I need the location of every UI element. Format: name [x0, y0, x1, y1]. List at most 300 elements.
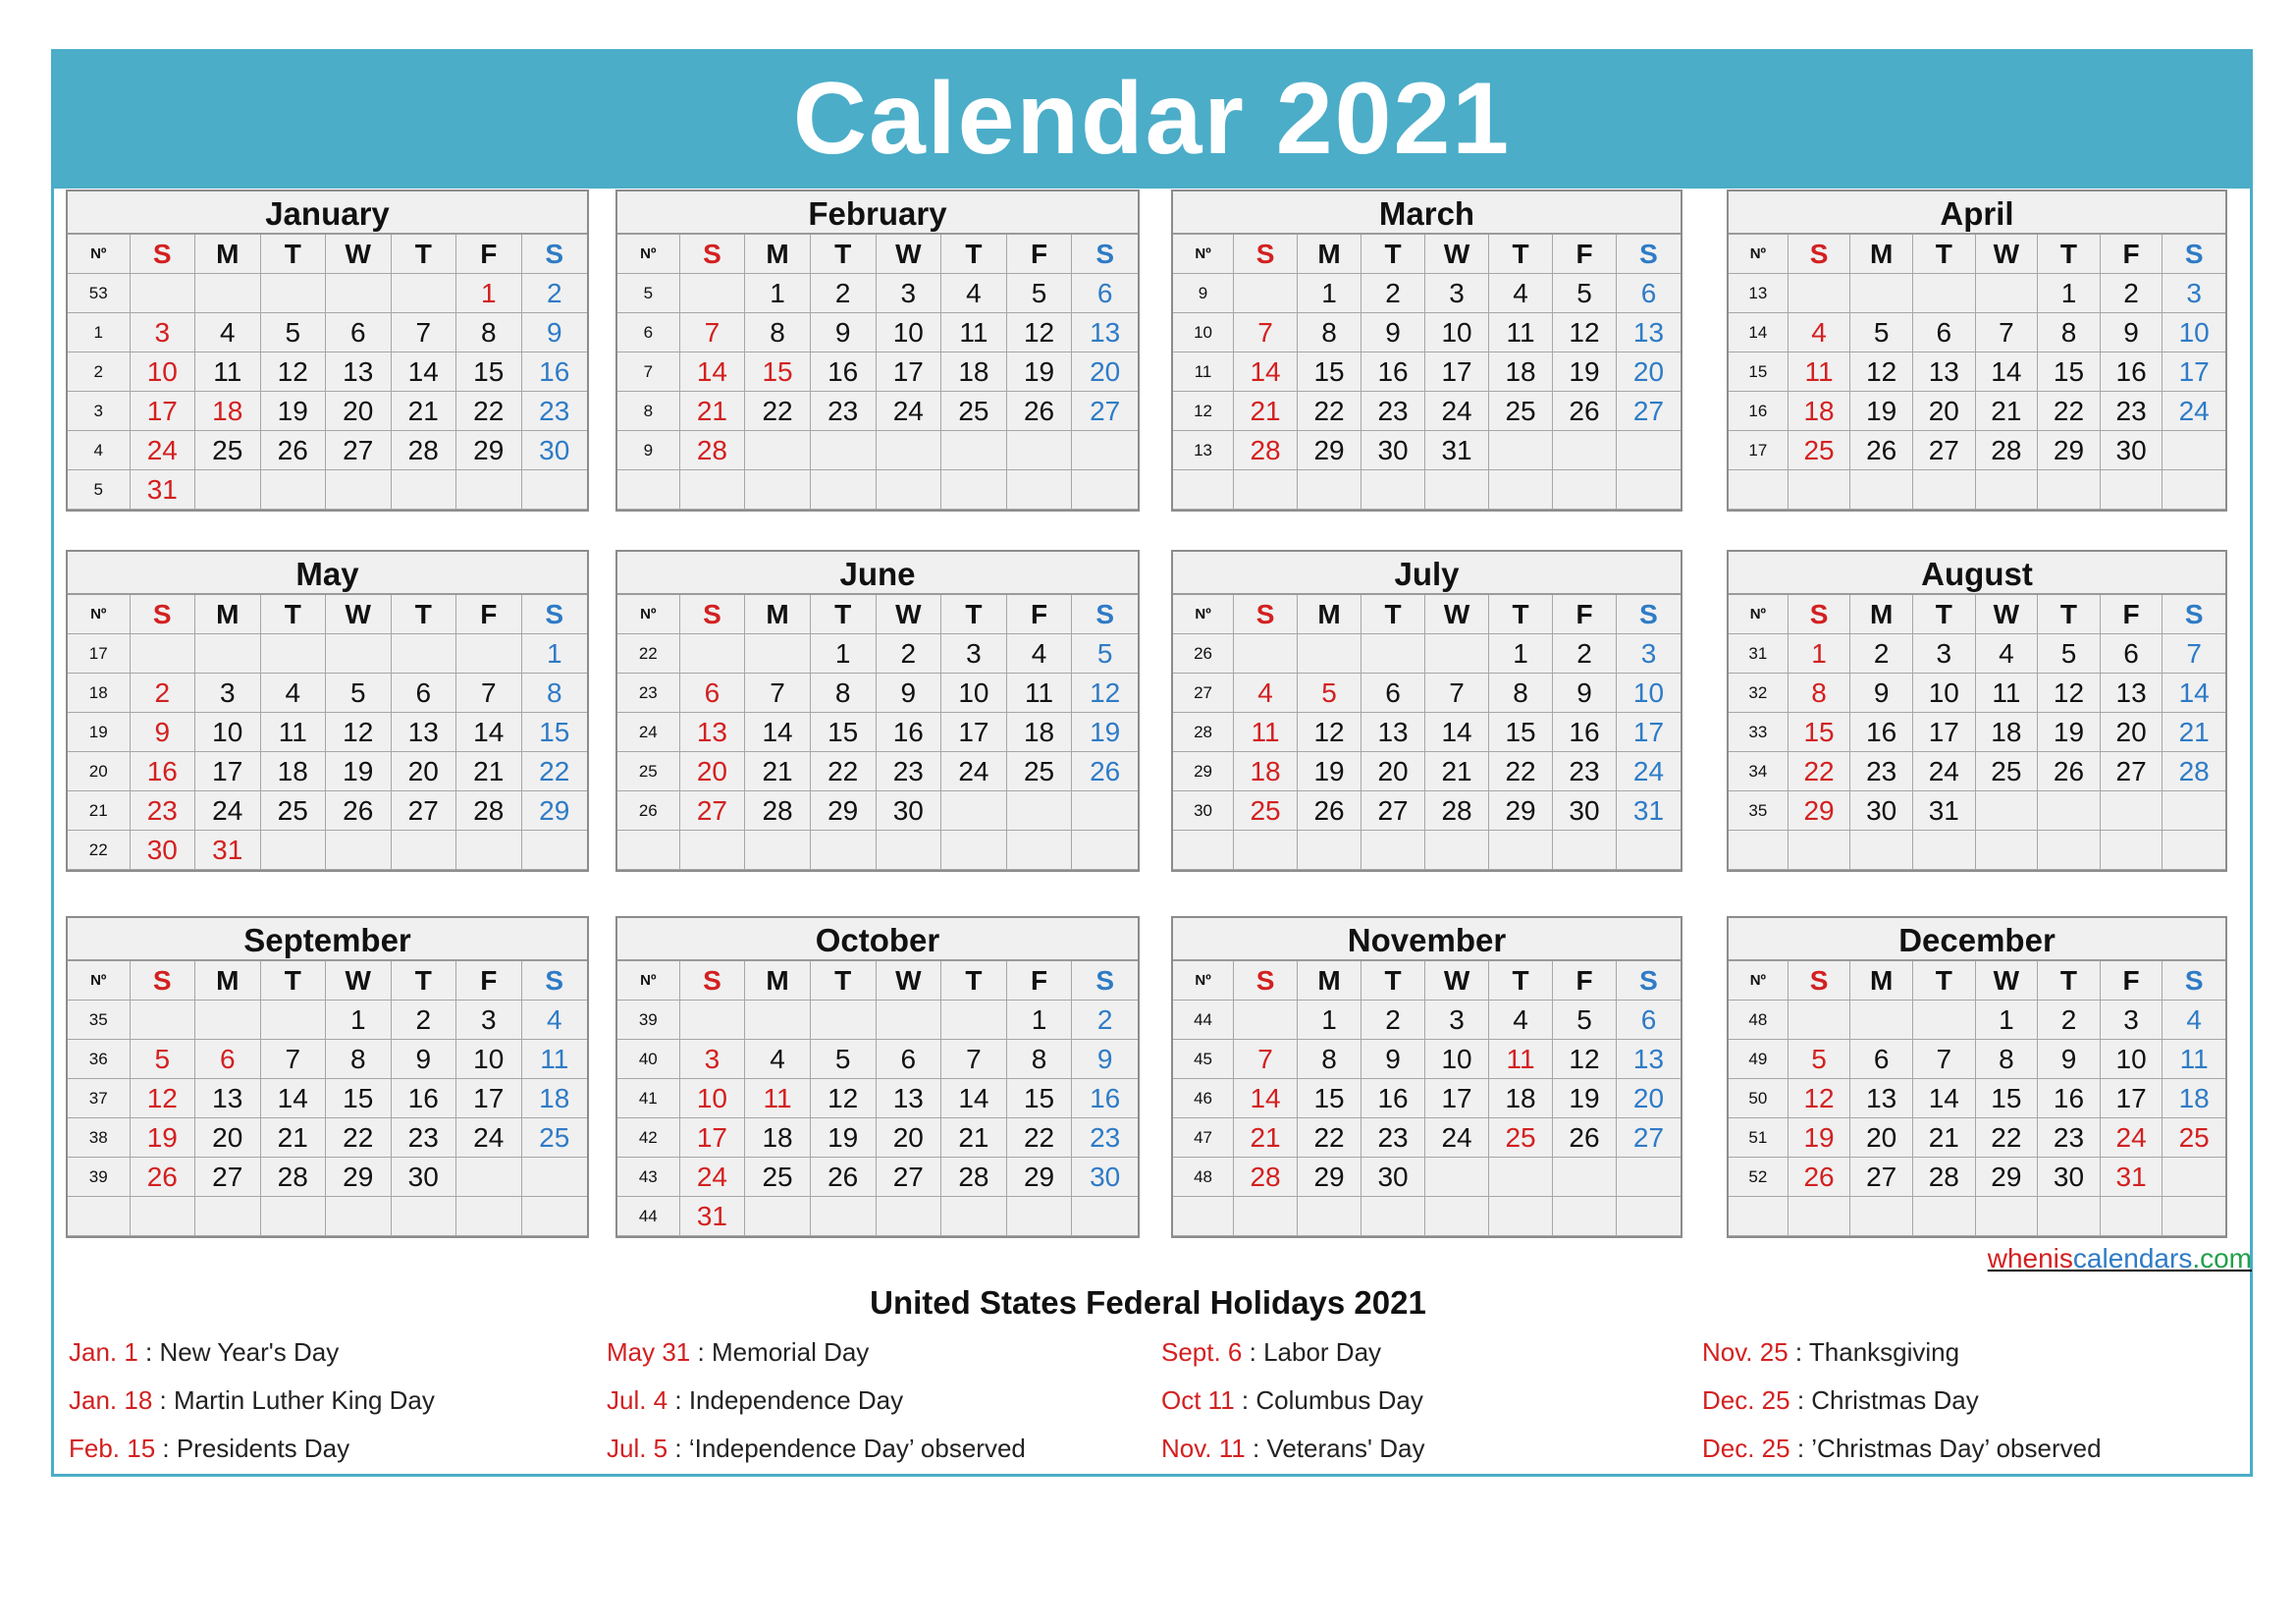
- day-cell: 1: [1489, 634, 1553, 674]
- day-cell: 7: [392, 313, 457, 352]
- day-cell: 15: [1298, 1079, 1362, 1118]
- day-cell: 13: [392, 713, 457, 752]
- day-cell: 3: [131, 313, 196, 352]
- day-cell: 22: [1007, 1118, 1073, 1158]
- day-cell: 1: [2038, 274, 2101, 313]
- day-cell: 22: [522, 752, 587, 791]
- day-cell: [392, 1197, 457, 1236]
- day-cell: 18: [195, 392, 260, 431]
- day-cell: [1913, 831, 1976, 870]
- week-number: 35: [68, 1001, 131, 1040]
- day-cell: 3: [2101, 1001, 2163, 1040]
- day-cell: 24: [877, 392, 942, 431]
- day-cell: 2: [1362, 1001, 1425, 1040]
- day-cell: 24: [941, 752, 1007, 791]
- day-cell: 21: [2163, 713, 2225, 752]
- day-cell: 10: [131, 352, 196, 392]
- day-cell: [392, 470, 457, 510]
- holiday-item: Nov. 25 : Thanksgiving: [1702, 1337, 1960, 1367]
- day-cell: 9: [2038, 1040, 2101, 1079]
- day-cell: 4: [1234, 674, 1298, 713]
- weekday-header: F: [1007, 595, 1073, 634]
- day-cell: 5: [1850, 313, 1913, 352]
- day-cell: 8: [522, 674, 587, 713]
- holiday-date: Jan. 1: [69, 1337, 138, 1367]
- week-number: 51: [1729, 1118, 1789, 1158]
- week-number: 34: [1729, 752, 1789, 791]
- day-cell: 17: [941, 713, 1007, 752]
- weekday-header: S: [680, 595, 746, 634]
- day-cell: 30: [131, 831, 196, 870]
- day-cell: [941, 470, 1007, 510]
- month-july: [1171, 550, 1682, 872]
- weekday-header: T: [2038, 595, 2101, 634]
- day-cell: 2: [1072, 1001, 1138, 1040]
- day-cell: 7: [1976, 313, 2039, 352]
- day-cell: 23: [1362, 1118, 1425, 1158]
- day-cell: 29: [1298, 1158, 1362, 1197]
- day-cell: 15: [1489, 713, 1553, 752]
- day-cell: 9: [2101, 313, 2163, 352]
- month-grid: [617, 961, 1138, 1236]
- day-cell: [745, 1001, 811, 1040]
- day-cell: 8: [1007, 1040, 1073, 1079]
- day-cell: 7: [941, 1040, 1007, 1079]
- day-cell: 7: [261, 1040, 327, 1079]
- weekday-header: F: [2101, 235, 2163, 274]
- day-cell: 10: [1425, 1040, 1489, 1079]
- week-number: 8: [617, 392, 680, 431]
- week-number: 29: [1173, 752, 1234, 791]
- day-cell: 10: [456, 1040, 522, 1079]
- day-cell: 17: [456, 1079, 522, 1118]
- day-cell: 26: [1850, 431, 1913, 470]
- day-cell: 15: [1976, 1079, 2039, 1118]
- day-cell: [1976, 831, 2039, 870]
- day-cell: 31: [195, 831, 260, 870]
- day-cell: [1617, 431, 1681, 470]
- day-cell: 4: [1976, 634, 2039, 674]
- weekday-header: S: [1072, 595, 1138, 634]
- week-number: 53: [68, 274, 131, 313]
- week-number-header: Nº: [1173, 961, 1234, 1001]
- day-cell: [326, 634, 392, 674]
- day-cell: 25: [1489, 1118, 1553, 1158]
- day-cell: [195, 470, 260, 510]
- day-cell: [1298, 831, 1362, 870]
- day-cell: 4: [1789, 313, 1851, 352]
- day-cell: [1007, 470, 1073, 510]
- day-cell: [811, 1197, 877, 1236]
- day-cell: 20: [326, 392, 392, 431]
- month-grid: [1173, 595, 1681, 870]
- day-cell: 20: [877, 1118, 942, 1158]
- week-number: 9: [1173, 274, 1234, 313]
- weekday-header: W: [1425, 961, 1489, 1001]
- day-cell: 23: [1362, 392, 1425, 431]
- day-cell: 1: [745, 274, 811, 313]
- day-cell: 1: [1298, 1001, 1362, 1040]
- day-cell: [1553, 1197, 1617, 1236]
- week-number: 37: [68, 1079, 131, 1118]
- day-cell: 26: [131, 1158, 196, 1197]
- day-cell: 27: [1617, 392, 1681, 431]
- holiday-item: Dec. 25 : ’Christmas Day’ observed: [1702, 1434, 2102, 1463]
- day-cell: 9: [877, 674, 942, 713]
- week-number: 52: [1729, 1158, 1789, 1197]
- day-cell: 2: [811, 274, 877, 313]
- week-number: 39: [617, 1001, 680, 1040]
- holiday-item: Sept. 6 : Labor Day: [1161, 1337, 1382, 1367]
- week-number: 20: [68, 752, 131, 791]
- month-october: [615, 916, 1140, 1238]
- month-grid: [68, 961, 587, 1236]
- day-cell: 11: [745, 1079, 811, 1118]
- day-cell: 5: [261, 313, 327, 352]
- weekday-header: S: [680, 235, 746, 274]
- day-cell: 16: [522, 352, 587, 392]
- day-cell: 16: [1850, 713, 1913, 752]
- week-number: [1729, 470, 1789, 510]
- day-cell: [941, 1001, 1007, 1040]
- day-cell: 13: [1913, 352, 1976, 392]
- day-cell: 14: [261, 1079, 327, 1118]
- day-cell: 5: [1789, 1040, 1851, 1079]
- day-cell: 6: [1850, 1040, 1913, 1079]
- day-cell: 26: [1072, 752, 1138, 791]
- day-cell: [1976, 470, 2039, 510]
- day-cell: 17: [131, 392, 196, 431]
- day-cell: 23: [811, 392, 877, 431]
- month-title: April: [1729, 191, 2225, 235]
- day-cell: 1: [1976, 1001, 2039, 1040]
- day-cell: 30: [2101, 431, 2163, 470]
- holiday-column-4: [1702, 1337, 2102, 1482]
- day-cell: 23: [522, 392, 587, 431]
- day-cell: 29: [1298, 431, 1362, 470]
- day-cell: 16: [1362, 352, 1425, 392]
- day-cell: 17: [1425, 1079, 1489, 1118]
- day-cell: [326, 1197, 392, 1236]
- month-title: June: [617, 552, 1138, 595]
- day-cell: 24: [1425, 392, 1489, 431]
- weekday-header: M: [745, 961, 811, 1001]
- day-cell: [1789, 470, 1851, 510]
- day-cell: [1362, 470, 1425, 510]
- day-cell: 14: [1913, 1079, 1976, 1118]
- weekday-header: M: [1298, 595, 1362, 634]
- weekday-header: T: [1362, 595, 1425, 634]
- day-cell: 4: [195, 313, 260, 352]
- day-cell: 27: [1072, 392, 1138, 431]
- day-cell: 3: [1913, 634, 1976, 674]
- website-link[interactable]: [1988, 1243, 2252, 1274]
- day-cell: 12: [811, 1079, 877, 1118]
- day-cell: 29: [1789, 791, 1851, 831]
- weekday-header: W: [326, 961, 392, 1001]
- day-cell: 19: [1850, 392, 1913, 431]
- weekday-header: F: [1553, 595, 1617, 634]
- day-cell: 8: [1789, 674, 1851, 713]
- day-cell: 3: [195, 674, 260, 713]
- weekday-header: T: [941, 961, 1007, 1001]
- week-number: 49: [1729, 1040, 1789, 1079]
- weekday-header: S: [1234, 961, 1298, 1001]
- day-cell: [195, 1197, 260, 1236]
- day-cell: 23: [1553, 752, 1617, 791]
- day-cell: 30: [2038, 1158, 2101, 1197]
- month-title: October: [617, 918, 1138, 961]
- holiday-date: Nov. 25: [1702, 1337, 1789, 1367]
- day-cell: 29: [1007, 1158, 1073, 1197]
- title-banner: [51, 49, 2253, 189]
- day-cell: [1234, 831, 1298, 870]
- day-cell: [326, 831, 392, 870]
- day-cell: [1789, 1197, 1851, 1236]
- day-cell: [680, 831, 746, 870]
- day-cell: 25: [195, 431, 260, 470]
- day-cell: 28: [1976, 431, 2039, 470]
- day-cell: 22: [326, 1118, 392, 1158]
- day-cell: 4: [745, 1040, 811, 1079]
- holiday-item: Jul. 5 : ‘Independence Day’ observed: [607, 1434, 1026, 1463]
- day-cell: 10: [1913, 674, 1976, 713]
- week-number: 5: [68, 470, 131, 510]
- day-cell: 1: [456, 274, 522, 313]
- day-cell: 6: [1913, 313, 1976, 352]
- week-number: 1: [68, 313, 131, 352]
- day-cell: 28: [1425, 791, 1489, 831]
- week-number: 46: [1173, 1079, 1234, 1118]
- day-cell: [195, 634, 260, 674]
- day-cell: 20: [195, 1118, 260, 1158]
- weekday-header: W: [1976, 961, 2039, 1001]
- month-grid: [1173, 235, 1681, 510]
- day-cell: 28: [745, 791, 811, 831]
- month-title: February: [617, 191, 1138, 235]
- day-cell: 31: [131, 470, 196, 510]
- holiday-name: Independence Day: [688, 1385, 904, 1415]
- week-number-header: Nº: [617, 595, 680, 634]
- day-cell: [1234, 274, 1298, 313]
- day-cell: 13: [1617, 1040, 1681, 1079]
- day-cell: 23: [2101, 392, 2163, 431]
- month-january: [66, 189, 589, 512]
- day-cell: 5: [326, 674, 392, 713]
- day-cell: 21: [1234, 392, 1298, 431]
- day-cell: 2: [1362, 274, 1425, 313]
- weekday-header: M: [1850, 595, 1913, 634]
- day-cell: 16: [392, 1079, 457, 1118]
- day-cell: [2163, 791, 2225, 831]
- day-cell: 5: [1007, 274, 1073, 313]
- month-march: [1171, 189, 1682, 512]
- day-cell: 2: [1850, 634, 1913, 674]
- day-cell: [745, 634, 811, 674]
- holiday-name: Christmas Day: [1811, 1385, 1979, 1415]
- day-cell: 15: [326, 1079, 392, 1118]
- day-cell: 20: [1913, 392, 1976, 431]
- weekday-header: W: [877, 595, 942, 634]
- weekday-header: W: [326, 235, 392, 274]
- month-title: March: [1173, 191, 1681, 235]
- day-cell: [745, 1197, 811, 1236]
- weekday-header: T: [1362, 235, 1425, 274]
- day-cell: 17: [2101, 1079, 2163, 1118]
- day-cell: [1850, 1001, 1913, 1040]
- day-cell: 7: [1234, 313, 1298, 352]
- day-cell: 20: [392, 752, 457, 791]
- weekday-header: S: [1072, 961, 1138, 1001]
- weekday-header: S: [2163, 235, 2225, 274]
- day-cell: [1913, 470, 1976, 510]
- day-cell: 18: [1789, 392, 1851, 431]
- weekday-header: F: [2101, 961, 2163, 1001]
- day-cell: 17: [1913, 713, 1976, 752]
- day-cell: 30: [1850, 791, 1913, 831]
- day-cell: 4: [2163, 1001, 2225, 1040]
- day-cell: [195, 1001, 260, 1040]
- weekday-header: S: [131, 235, 196, 274]
- day-cell: [941, 791, 1007, 831]
- day-cell: 12: [1553, 313, 1617, 352]
- week-number: [1173, 1197, 1234, 1236]
- month-title: January: [68, 191, 587, 235]
- day-cell: [456, 1158, 522, 1197]
- day-cell: 9: [131, 713, 196, 752]
- weekday-header: S: [1072, 235, 1138, 274]
- day-cell: 29: [522, 791, 587, 831]
- day-cell: 22: [811, 752, 877, 791]
- weekday-header: T: [261, 961, 327, 1001]
- day-cell: 13: [877, 1079, 942, 1118]
- day-cell: 4: [261, 674, 327, 713]
- day-cell: [1489, 1197, 1553, 1236]
- day-cell: [326, 274, 392, 313]
- day-cell: 19: [131, 1118, 196, 1158]
- day-cell: 22: [1976, 1118, 2039, 1158]
- month-grid: [68, 595, 587, 870]
- day-cell: 27: [1617, 1118, 1681, 1158]
- weekday-header: T: [1489, 235, 1553, 274]
- weekday-header: S: [1617, 595, 1681, 634]
- day-cell: [1007, 831, 1073, 870]
- day-cell: 31: [1617, 791, 1681, 831]
- day-cell: 12: [131, 1079, 196, 1118]
- weekday-header: F: [1007, 961, 1073, 1001]
- day-cell: 11: [2163, 1040, 2225, 1079]
- month-june: [615, 550, 1140, 872]
- day-cell: [811, 831, 877, 870]
- day-cell: 1: [326, 1001, 392, 1040]
- day-cell: 5: [1553, 274, 1617, 313]
- holiday-name: Columbus Day: [1255, 1385, 1423, 1415]
- day-cell: 29: [456, 431, 522, 470]
- holidays-title: United States Federal Holidays 2021: [870, 1284, 1426, 1321]
- day-cell: 21: [392, 392, 457, 431]
- holiday-item: Nov. 11 : Veterans' Day: [1161, 1434, 1425, 1463]
- week-number: 36: [68, 1040, 131, 1079]
- day-cell: 27: [326, 431, 392, 470]
- day-cell: [261, 470, 327, 510]
- week-number: [617, 470, 680, 510]
- day-cell: 10: [680, 1079, 746, 1118]
- day-cell: [131, 634, 196, 674]
- holiday-name: ’Christmas Day’ observed: [1811, 1434, 2102, 1463]
- day-cell: 6: [392, 674, 457, 713]
- week-number: 3: [68, 392, 131, 431]
- weekday-header: S: [2163, 595, 2225, 634]
- day-cell: 15: [456, 352, 522, 392]
- day-cell: 20: [1617, 1079, 1681, 1118]
- day-cell: 12: [1553, 1040, 1617, 1079]
- week-number: 38: [68, 1118, 131, 1158]
- day-cell: 18: [1976, 713, 2039, 752]
- weekday-header: S: [131, 961, 196, 1001]
- month-title: August: [1729, 552, 2225, 595]
- day-cell: 26: [1007, 392, 1073, 431]
- day-cell: 14: [392, 352, 457, 392]
- day-cell: 11: [1007, 674, 1073, 713]
- day-cell: [877, 1197, 942, 1236]
- day-cell: [2101, 791, 2163, 831]
- day-cell: 9: [392, 1040, 457, 1079]
- day-cell: 15: [1007, 1079, 1073, 1118]
- day-cell: 8: [1976, 1040, 2039, 1079]
- day-cell: 14: [941, 1079, 1007, 1118]
- day-cell: 10: [2101, 1040, 2163, 1079]
- day-cell: 6: [1072, 274, 1138, 313]
- holiday-name: Martin Luther King Day: [173, 1385, 435, 1415]
- weekday-header: T: [811, 595, 877, 634]
- day-cell: 11: [1976, 674, 2039, 713]
- day-cell: [1617, 831, 1681, 870]
- day-cell: [941, 431, 1007, 470]
- day-cell: 25: [745, 1158, 811, 1197]
- week-number: 47: [1173, 1118, 1234, 1158]
- month-grid: [617, 235, 1138, 510]
- day-cell: 2: [2038, 1001, 2101, 1040]
- day-cell: 7: [1425, 674, 1489, 713]
- holiday-item: Feb. 15 : Presidents Day: [69, 1434, 350, 1463]
- day-cell: 6: [680, 674, 746, 713]
- day-cell: 27: [392, 791, 457, 831]
- day-cell: [1489, 470, 1553, 510]
- week-number-header: Nº: [68, 595, 131, 634]
- day-cell: 24: [195, 791, 260, 831]
- month-september: [66, 916, 589, 1238]
- day-cell: 9: [811, 313, 877, 352]
- day-cell: 21: [1913, 1118, 1976, 1158]
- day-cell: 2: [392, 1001, 457, 1040]
- day-cell: [1298, 470, 1362, 510]
- week-number: [1729, 831, 1789, 870]
- day-cell: [1425, 634, 1489, 674]
- day-cell: 26: [1298, 791, 1362, 831]
- week-number-header: Nº: [68, 961, 131, 1001]
- day-cell: 21: [941, 1118, 1007, 1158]
- day-cell: 28: [1913, 1158, 1976, 1197]
- holiday-name: Veterans' Day: [1266, 1434, 1425, 1463]
- day-cell: 14: [2163, 674, 2225, 713]
- day-cell: 24: [131, 431, 196, 470]
- weekday-header: W: [1425, 235, 1489, 274]
- week-number: 13: [1173, 431, 1234, 470]
- day-cell: 25: [1976, 752, 2039, 791]
- weekday-header: S: [1789, 595, 1851, 634]
- day-cell: [1789, 274, 1851, 313]
- day-cell: 27: [680, 791, 746, 831]
